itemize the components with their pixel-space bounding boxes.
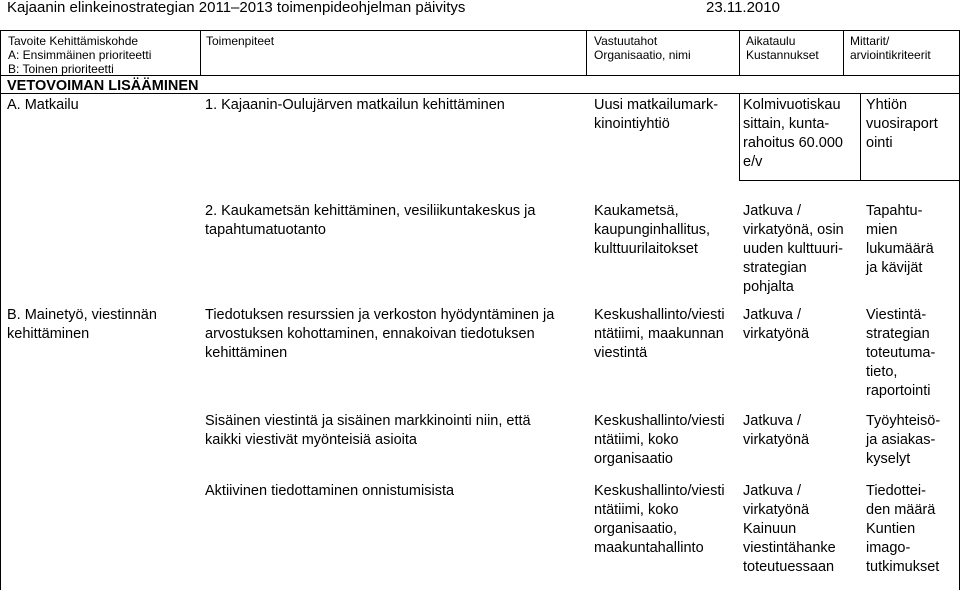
row-schedule: Jatkuva / virkatyönä [743, 307, 810, 342]
row-action: Tiedotuksen resurssien ja verkoston hyödyntäminen ja arvostuksen kohottaminen, ennakoivan tiedotuksen kehittäminen [205, 307, 555, 361]
row-metric: Yhtiön vuosiraport ointi [866, 97, 938, 151]
row-schedule: Jatkuva / virkatyönä Kainuun viestintähanke toteutuessaan [743, 483, 836, 575]
row-goal: A. Matkailu [7, 97, 79, 113]
row-action: 2. Kaukametsän kehittäminen, vesiliikuntakeskus ja tapahtumatuotanto [205, 203, 536, 238]
header-responsible: Vastuutahot Organisaatio, nimi [594, 34, 691, 62]
row-action: Sisäinen viestintä ja sisäinen markkinointi niin, että kaikki viestivät myönteisiä asioita [205, 413, 531, 448]
row-responsible: Keskushallinto/viesti ntätiimi, koko organisaatio, maakuntahallinto [594, 483, 725, 556]
header-divider-1 [200, 30, 201, 75]
row-metric: Viestintä- strategian toteutuma- tieto, raportointi [866, 307, 936, 399]
row-action: 1. Kajaanin-Oulujärven matkailun kehittäminen [205, 97, 505, 113]
row-responsible: Keskushallinto/viesti ntätiimi, koko organisaatio [594, 413, 725, 467]
row-schedule: Jatkuva / virkatyönä [743, 413, 810, 448]
header-divider-2 [586, 30, 587, 75]
section-title: VETOVOIMAN LISÄÄMINEN [7, 78, 199, 94]
row-schedule: Jatkuva / virkatyönä, osin uuden kulttuuri- strategian pohjalta [743, 203, 844, 295]
cell-border [860, 93, 861, 180]
row-schedule: Kolmivuotiskau sittain, kunta- rahoitus 60.000 e/v [743, 97, 843, 170]
header-divider-3 [739, 30, 740, 75]
row-responsible: Kaukametsä, kaupunginhallitus, kulttuurilaitokset [594, 203, 711, 257]
document-date: 23.11.2010 [706, 0, 780, 16]
header-divider-4 [843, 30, 844, 75]
header-goal: Tavoite Kehittämiskohde A: Ensimmäinen prioriteetti B: Toinen prioriteetti [8, 34, 152, 76]
cell-border [739, 180, 959, 181]
header-schedule: Aikataulu Kustannukset [746, 34, 819, 62]
table-top-border [0, 30, 960, 31]
header-actions: Toimenpiteet [206, 34, 275, 48]
row-metric: Tapahtu- mien lukumäärä ja kävijät [866, 203, 934, 276]
row-goal: B. Mainetyö, viestinnän kehittäminen [7, 307, 157, 342]
table-left-border [0, 30, 1, 590]
row-action: Aktiivinen tiedottaminen onnistumisista [205, 483, 455, 499]
header-metrics: Mittarit/ arviointikriteerit [850, 34, 931, 62]
document-title: Kajaanin elinkeinostrategian 2011–2013 toimenpideohjelman päivitys [7, 0, 466, 16]
row-responsible: Uusi matkailumark- kinointiyhtiö [594, 97, 719, 132]
row-metric: Tiedottei- den määrä Kuntien imago- tutkimukset [866, 483, 940, 575]
row-responsible: Keskushallinto/viesti ntätiimi, maakunnan viestintä [594, 307, 725, 361]
row-metric: Työyhteisö- ja asiakas- kyselyt [866, 413, 941, 467]
cell-border [739, 93, 740, 180]
